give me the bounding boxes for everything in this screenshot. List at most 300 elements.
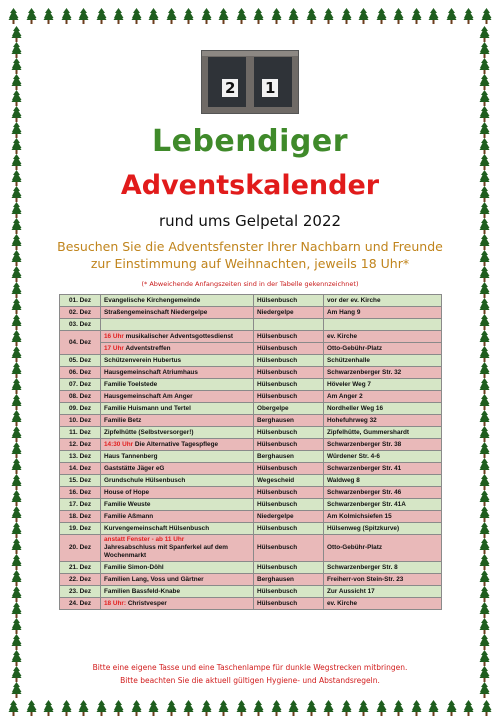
tree-icon	[11, 330, 22, 346]
tree-icon	[183, 8, 194, 24]
place-cell	[254, 343, 324, 355]
tree-icon	[428, 700, 439, 716]
place-text: Hülsenbusch	[257, 599, 298, 607]
date-text: 09. Dez	[68, 404, 92, 412]
date-text: 16. Dez	[68, 488, 92, 496]
tree-icon	[11, 298, 22, 314]
host-text: Christvesper	[127, 599, 167, 607]
tree-icon	[11, 538, 22, 554]
title-line1: Lebendiger	[151, 124, 348, 159]
address-text: Zipfelhütte, Gummershardt	[327, 428, 410, 436]
date-cell	[60, 562, 101, 574]
tree-icon	[463, 700, 474, 716]
footer	[0, 661, 500, 687]
place-cell	[254, 319, 324, 331]
host-text: Straßengemeinschaft Niedergelpe	[104, 308, 208, 316]
place-cell	[254, 598, 324, 610]
table-row	[60, 523, 442, 535]
tree-icon	[479, 330, 490, 346]
address-text: Am Anger 2	[327, 392, 363, 400]
host-time: 18 Uhr:	[104, 599, 127, 607]
calendar-table	[59, 294, 442, 610]
date-cell	[60, 598, 101, 610]
tree-icon	[288, 8, 299, 24]
tree-icon	[306, 700, 317, 716]
intro-line2: zur Einstimmung auf Weihnachten, jeweils 18 Uhr*	[90, 256, 410, 271]
tree-icon	[479, 234, 490, 250]
place-cell	[254, 511, 324, 523]
date-cell	[60, 319, 101, 331]
date-text: 22. Dez	[68, 575, 92, 583]
place-text: Hülsenbusch	[257, 296, 298, 304]
address-text: Hülsenweg (Spitzkurve)	[327, 524, 400, 532]
tree-icon	[481, 8, 492, 24]
tree-icon	[479, 26, 490, 42]
host-text: Schützenverein Hubertus	[104, 356, 182, 364]
place-text: Wegescheid	[257, 476, 295, 484]
date-cell	[60, 463, 101, 475]
tree-icon	[11, 554, 22, 570]
tree-icon	[341, 8, 352, 24]
host-cell	[101, 331, 254, 343]
date-text: 12. Dez	[68, 440, 92, 448]
address-cell	[324, 523, 442, 535]
tree-border-top	[8, 8, 492, 24]
date-cell	[60, 391, 101, 403]
host-text: Adventstreffen	[125, 344, 171, 352]
tree-icon	[11, 634, 22, 650]
place-text: Niedergelpe	[257, 512, 294, 520]
host-text: Zipfelhütte (Selbstversorger!)	[104, 428, 194, 436]
tree-icon	[479, 410, 490, 426]
date-cell	[60, 379, 101, 391]
tree-icon	[148, 8, 159, 24]
host-cell	[101, 487, 254, 499]
address-text: ev. Kirche	[327, 599, 358, 607]
host-text: Familien Lang, Voss und Gärtner	[104, 575, 204, 583]
tree-icon	[166, 8, 177, 24]
tree-icon	[479, 106, 490, 122]
place-cell	[254, 487, 324, 499]
host-text: Kurvengemeinschaft Hülsenbusch	[104, 524, 210, 532]
host-cell	[101, 535, 254, 562]
host-text: Familie Huismann und Tertel	[104, 404, 191, 412]
table-row	[60, 343, 442, 355]
tree-icon	[479, 426, 490, 442]
date-cell	[60, 574, 101, 586]
intro-text	[30, 238, 470, 272]
host-text: Familie Simon-Döhl	[104, 563, 164, 571]
date-text: 17. Dez	[68, 500, 92, 508]
place-text: Berghausen	[257, 416, 294, 424]
place-text: Berghausen	[257, 452, 294, 460]
tree-icon	[253, 8, 264, 24]
place-text: Hülsenbusch	[257, 368, 298, 376]
tree-icon	[78, 700, 89, 716]
tree-icon	[479, 538, 490, 554]
tree-icon	[218, 8, 229, 24]
tree-icon	[479, 74, 490, 90]
tree-icon	[479, 618, 490, 634]
tree-icon	[479, 570, 490, 586]
host-time: 17 Uhr	[104, 344, 124, 352]
table-row	[60, 586, 442, 598]
host-text: Gaststätte Jäger eG	[104, 464, 165, 472]
date-text: 21. Dez	[68, 563, 92, 571]
tree-icon	[78, 8, 89, 24]
place-text: Hülsenbusch	[257, 500, 298, 508]
place-text: Hülsenbusch	[257, 428, 298, 436]
address-cell	[324, 427, 442, 439]
address-cell	[324, 355, 442, 367]
tree-icon	[341, 700, 352, 716]
place-cell	[254, 574, 324, 586]
date-text: 07. Dez	[68, 380, 92, 388]
date-cell	[60, 475, 101, 487]
host-cell	[101, 403, 254, 415]
address-cell	[324, 319, 442, 331]
tree-icon	[166, 700, 177, 716]
host-cell	[101, 499, 254, 511]
address-cell	[324, 415, 442, 427]
address-text: ev. Kirche	[327, 332, 358, 340]
tree-icon	[131, 700, 142, 716]
place-cell	[254, 391, 324, 403]
address-text: vor der ev. Kirche	[327, 296, 381, 304]
date-text: 04. Dez	[68, 338, 92, 346]
date-cell	[60, 586, 101, 598]
tree-icon	[479, 522, 490, 538]
tree-icon	[479, 458, 490, 474]
place-text: Hülsenbusch	[257, 392, 298, 400]
table-row	[60, 307, 442, 319]
host-text: Familie Betz	[104, 416, 142, 424]
host-text: Familien Bassfeld-Knabe	[104, 587, 180, 595]
advent-window-photo	[201, 50, 299, 114]
address-text: Nordheller Weg 16	[327, 404, 383, 412]
date-text: 20. Dez	[68, 544, 92, 551]
tree-icon	[8, 700, 19, 716]
place-cell	[254, 463, 324, 475]
host-cell	[101, 391, 254, 403]
tree-icon	[11, 378, 22, 394]
tree-icon	[11, 58, 22, 74]
tree-icon	[446, 700, 457, 716]
place-cell	[254, 499, 324, 511]
date-cell	[60, 295, 101, 307]
host-text: Familie Toelstede	[104, 380, 158, 388]
host-text: Familie Weuste	[104, 500, 151, 508]
tree-icon	[446, 8, 457, 24]
tree-icon	[11, 26, 22, 42]
host-text: Hausgemeinschaft Am Anger	[104, 392, 193, 400]
date-text: 02. Dez	[68, 308, 92, 316]
date-text: 11. Dez	[69, 428, 91, 436]
host-cell	[101, 427, 254, 439]
table-row	[60, 574, 442, 586]
address-text: Schwarzenberger Str. 8	[327, 563, 398, 571]
host-text: Grundschule Hülsenbusch	[104, 476, 186, 484]
tree-icon	[218, 700, 229, 716]
host-cell	[101, 475, 254, 487]
place-cell	[254, 475, 324, 487]
tree-icon	[11, 426, 22, 442]
tree-icon	[411, 700, 422, 716]
footer-line1: Bitte eine eigene Tasse und eine Taschenlampe für dunkle Wegstrecken mitbringen.	[92, 663, 408, 672]
place-cell	[254, 535, 324, 562]
address-cell	[324, 439, 442, 451]
tree-icon	[393, 8, 404, 24]
address-text: Schützenhalle	[327, 356, 370, 364]
tree-icon	[236, 8, 247, 24]
table-row	[60, 295, 442, 307]
host-cell	[101, 598, 254, 610]
tree-icon	[376, 700, 387, 716]
tree-icon	[479, 394, 490, 410]
tree-icon	[479, 362, 490, 378]
tree-icon	[411, 8, 422, 24]
tree-icon	[463, 8, 474, 24]
date-cell	[60, 331, 101, 355]
table-row	[60, 562, 442, 574]
address-text: Otto-Gebühr-Platz	[327, 344, 383, 352]
date-cell	[60, 535, 101, 562]
table-row	[60, 355, 442, 367]
host-time: 14:30 Uhr	[104, 440, 134, 448]
host-cell	[101, 307, 254, 319]
address-cell	[324, 511, 442, 523]
date-text: 05. Dez	[68, 356, 92, 364]
date-text: 18. Dez	[68, 512, 92, 520]
place-cell	[254, 295, 324, 307]
place-cell	[254, 523, 324, 535]
place-cell	[254, 562, 324, 574]
address-cell	[324, 535, 442, 562]
tree-icon	[376, 8, 387, 24]
tree-icon	[113, 8, 124, 24]
date-cell	[60, 439, 101, 451]
place-text: Hülsenbusch	[257, 380, 298, 388]
place-text: Hülsenbusch	[257, 488, 298, 496]
tree-icon	[479, 490, 490, 506]
place-cell	[254, 451, 324, 463]
tree-icon	[479, 554, 490, 570]
table-row	[60, 331, 442, 343]
tree-icon	[43, 8, 54, 24]
tree-icon	[11, 442, 22, 458]
address-cell	[324, 367, 442, 379]
address-cell	[324, 463, 442, 475]
date-cell	[60, 403, 101, 415]
tree-icon	[11, 74, 22, 90]
tree-icon	[11, 346, 22, 362]
date-cell	[60, 523, 101, 535]
place-cell	[254, 586, 324, 598]
address-cell	[324, 343, 442, 355]
tree-icon	[479, 442, 490, 458]
host-time: 16 Uhr	[104, 332, 124, 340]
place-cell	[254, 379, 324, 391]
tree-icon	[148, 700, 159, 716]
table-row	[60, 379, 442, 391]
host-cell	[101, 523, 254, 535]
date-cell	[60, 451, 101, 463]
tree-icon	[323, 700, 334, 716]
host-cell	[101, 574, 254, 586]
address-cell	[324, 499, 442, 511]
host-cell	[101, 463, 254, 475]
tree-icon	[11, 458, 22, 474]
tree-icon	[11, 362, 22, 378]
place-cell	[254, 403, 324, 415]
tree-icon	[8, 8, 19, 24]
address-text: Am Kolmichsiefen 15	[327, 512, 392, 520]
address-cell	[324, 307, 442, 319]
date-cell	[60, 427, 101, 439]
address-text: Zur Aussicht 17	[327, 587, 375, 595]
date-text: 13. Dez	[68, 452, 92, 460]
tree-icon	[131, 8, 142, 24]
address-text: Schwarzenberger Str. 46	[327, 488, 402, 496]
table-row	[60, 439, 442, 451]
address-cell	[324, 403, 442, 415]
host-time: anstatt Fenster - ab 11 Uhr	[104, 536, 185, 543]
address-cell	[324, 331, 442, 343]
place-cell	[254, 307, 324, 319]
tree-icon	[253, 700, 264, 716]
address-text: Hohefuhrweg 32	[327, 416, 377, 424]
address-text: Am Hang 9	[327, 308, 361, 316]
tree-icon	[393, 700, 404, 716]
subtitle: rund ums Gelpetal 2022	[158, 212, 342, 230]
tree-icon	[11, 90, 22, 106]
tree-icon	[11, 234, 22, 250]
place-text: Obergelpe	[257, 404, 289, 412]
date-text: 19. Dez	[68, 524, 92, 532]
tree-icon	[43, 700, 54, 716]
address-cell	[324, 487, 442, 499]
address-text: Höveler Weg 7	[327, 380, 371, 388]
tree-icon	[11, 618, 22, 634]
host-text: Jahresabschluss mit Spanferkel auf dem Wochenmarkt	[104, 544, 228, 559]
table-row	[60, 463, 442, 475]
place-text: Hülsenbusch	[257, 524, 298, 532]
tree-icon	[61, 700, 72, 716]
date-cell	[60, 367, 101, 379]
host-cell	[101, 415, 254, 427]
address-cell	[324, 598, 442, 610]
host-text: Hausgemeinschaft Atriumhaus	[104, 368, 198, 376]
place-text: Hülsenbusch	[257, 332, 298, 340]
place-cell	[254, 331, 324, 343]
host-cell	[101, 355, 254, 367]
tree-icon	[479, 602, 490, 618]
table-row	[60, 535, 442, 562]
date-cell	[60, 487, 101, 499]
address-cell	[324, 379, 442, 391]
tree-icon	[11, 250, 22, 266]
place-cell	[254, 355, 324, 367]
tree-icon	[11, 474, 22, 490]
place-text: Hülsenbusch	[257, 464, 298, 472]
address-cell	[324, 586, 442, 598]
footer-line2: Bitte beachten Sie die aktuell gültigen Hygiene- und Abstandsregeln.	[120, 676, 380, 685]
tree-icon	[11, 106, 22, 122]
table-row	[60, 391, 442, 403]
host-cell	[101, 379, 254, 391]
place-cell	[254, 415, 324, 427]
tree-icon	[11, 314, 22, 330]
tree-border-bottom	[8, 700, 492, 716]
date-text: 01. Dez	[68, 296, 92, 304]
table-row	[60, 367, 442, 379]
table-row	[60, 499, 442, 511]
intro-line1: Besuchen Sie die Adventsfenster Ihrer Nachbarn und Freunde	[57, 239, 443, 254]
tree-icon	[271, 700, 282, 716]
date-text: 03. Dez	[68, 320, 92, 328]
table-row	[60, 427, 442, 439]
tree-icon	[479, 58, 490, 74]
tree-icon	[61, 8, 72, 24]
address-cell	[324, 391, 442, 403]
host-text: musikalischer Adventsgottesdienst	[125, 332, 234, 340]
tree-icon	[479, 90, 490, 106]
table-row	[60, 403, 442, 415]
host-cell	[101, 511, 254, 523]
host-cell	[101, 586, 254, 598]
tree-icon	[479, 250, 490, 266]
host-text: Die Alternative Tagespflege	[134, 440, 219, 448]
host-cell	[101, 562, 254, 574]
address-cell	[324, 451, 442, 463]
tree-icon	[288, 700, 299, 716]
date-text: 24. Dez	[68, 599, 92, 607]
place-cell	[254, 427, 324, 439]
tree-icon	[11, 602, 22, 618]
tree-icon	[481, 700, 492, 716]
title-line2: Adventskalender	[120, 170, 380, 201]
date-text: 06. Dez	[68, 368, 92, 376]
host-text: Haus Tannenberg	[104, 452, 158, 460]
host-cell	[101, 295, 254, 307]
host-cell	[101, 451, 254, 463]
tree-icon	[201, 700, 212, 716]
host-text: Familie Aßmann	[104, 512, 154, 520]
tree-icon	[323, 8, 334, 24]
table-row	[60, 475, 442, 487]
date-cell	[60, 307, 101, 319]
tree-icon	[11, 522, 22, 538]
tree-icon	[11, 410, 22, 426]
date-text: 15. Dez	[68, 476, 92, 484]
host-cell	[101, 319, 254, 331]
tree-icon	[479, 314, 490, 330]
date-cell	[60, 499, 101, 511]
place-text: Hülsenbusch	[257, 356, 298, 364]
address-text: Würdener Str. 4-6	[327, 452, 380, 460]
date-text: 08. Dez	[68, 392, 92, 400]
tree-icon	[183, 700, 194, 716]
address-text: Otto-Gebühr-Platz	[327, 544, 383, 551]
tree-icon	[201, 8, 212, 24]
address-text: Waldweg 8	[327, 476, 360, 484]
table-row	[60, 451, 442, 463]
tree-icon	[11, 586, 22, 602]
address-text: Schwarzenberger Str. 41A	[327, 500, 406, 508]
place-text: Hülsenbusch	[257, 563, 298, 571]
date-text: 10. Dez	[68, 416, 92, 424]
tree-icon	[479, 42, 490, 58]
